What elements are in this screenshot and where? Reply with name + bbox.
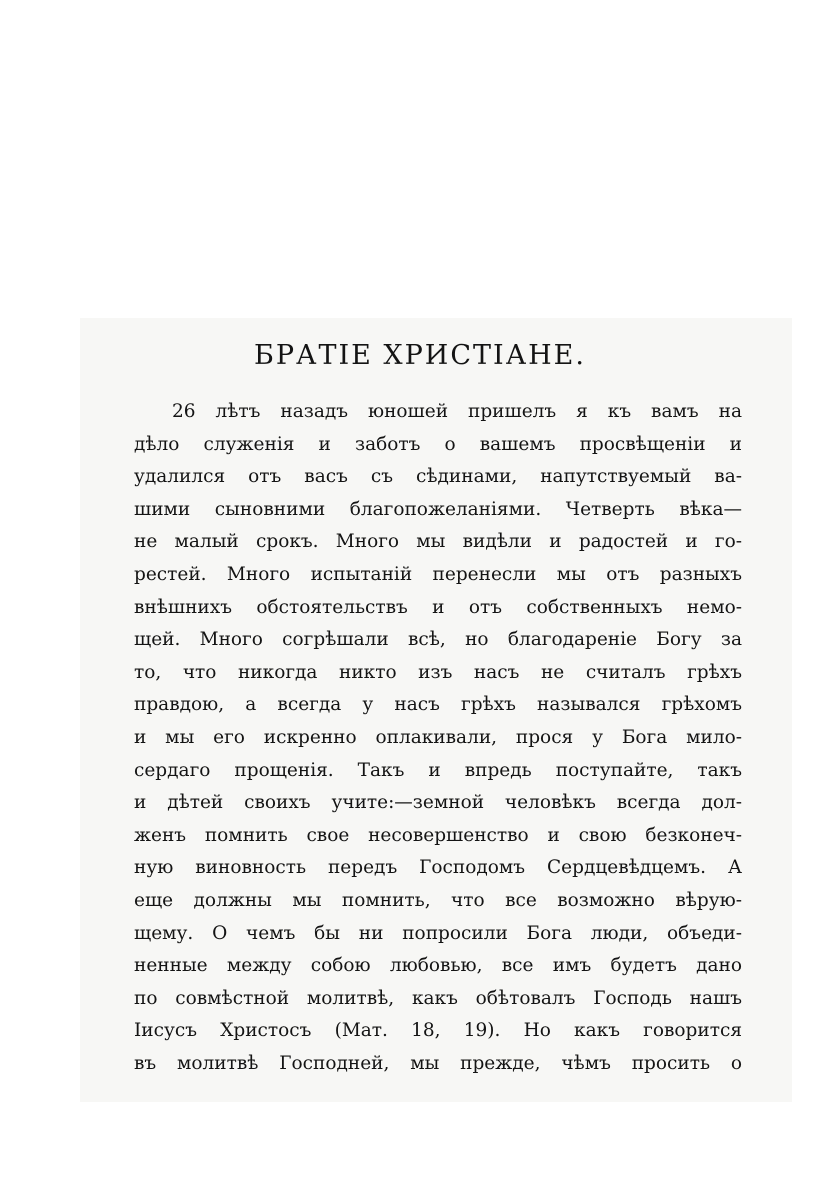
text-line: не малый срокъ. Много мы видѣли и радостей и го-: [134, 531, 742, 553]
text-line: еще должны мы помнить, что все возможно вѣрую-: [134, 889, 742, 911]
text-line: ную виновность передъ Господомъ Сердцевѣдцемъ. А: [134, 857, 742, 879]
text-line: и мы его искренно оплакивали, прося у Бога мило-: [134, 726, 742, 748]
text-line: и дѣтей своихъ учите:—земной человѣкъ всегда дол-: [134, 792, 742, 814]
text-line: 26 лѣтъ назадъ юношей пришелъ я къ вамъ на: [172, 401, 742, 422]
text-line: Іисусъ Христосъ (Мат. 18, 19). Но какъ говорится: [134, 1020, 742, 1042]
text-line: щей. Много согрѣшали всѣ, но благодареніе Богу за: [134, 629, 742, 651]
text-line: сердаго прощенія. Такъ и впредь поступайте, такъ: [134, 759, 742, 781]
text-line: то, что никогда никто изъ насъ не считалъ грѣхъ: [134, 661, 742, 683]
text-line: шими сыновними благопожеланіями. Четверть вѣка—: [134, 498, 742, 520]
text-line: женъ помнить свое несовершенство и свою безконеч-: [134, 824, 742, 846]
text-line: рестей. Много испытаній перенесли мы отъ разныхъ: [134, 563, 742, 585]
text-line: щему. О чемъ бы ни попросили Бога люди, объеди-: [134, 922, 742, 944]
body-paragraph: [134, 396, 742, 1080]
text-line: ненные между собою любовью, все имъ будетъ дано: [134, 955, 742, 977]
text-line: удалился отъ васъ съ сѣдинами, напутствуемый ва-: [134, 466, 742, 488]
text-line: въ молитвѣ Господней, мы прежде, чѣмъ просить о: [134, 1052, 742, 1074]
text-line: правдою, а всегда у насъ грѣхъ назывался грѣхомъ: [134, 694, 742, 716]
text-line: по совмѣстной молитвѣ, какъ обѣтовалъ Господь нашъ: [134, 987, 742, 1009]
page-title: БРАТІЕ ХРИСТІАНЕ.: [254, 340, 586, 371]
text-line: внѣшнихъ обстоятельствъ и отъ собственныхъ немо-: [134, 596, 742, 618]
text-line: дѣло служенія и заботъ о вашемъ просвѣщеніи и: [134, 433, 742, 455]
